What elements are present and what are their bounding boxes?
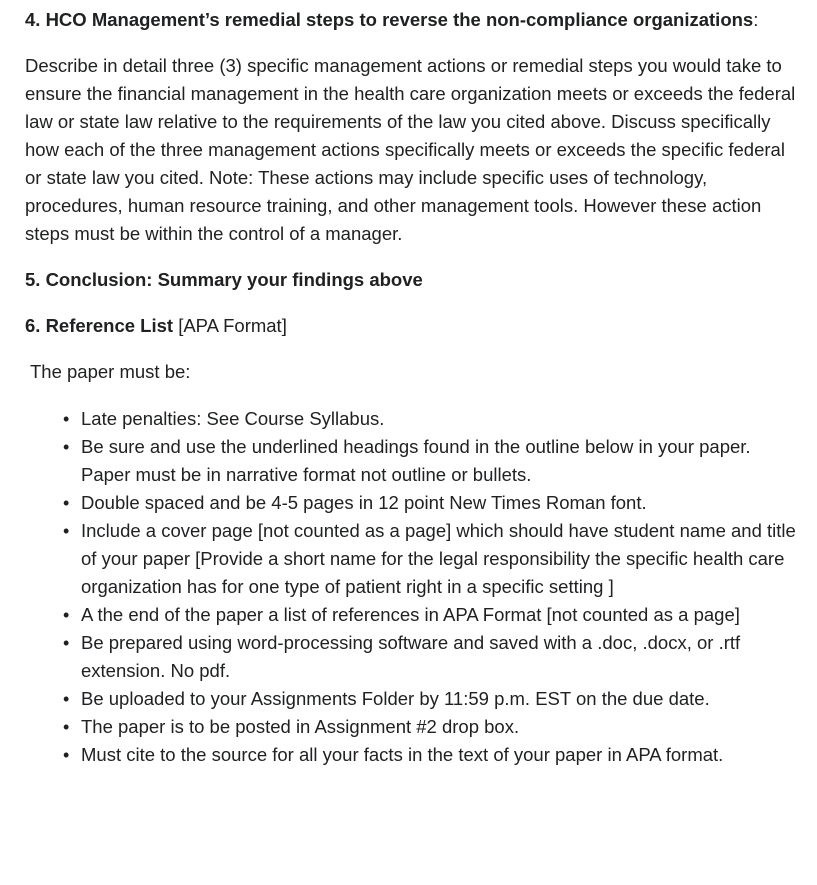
list-item (63, 685, 797, 713)
list-item (63, 405, 797, 433)
bullet-icon: • (63, 409, 70, 429)
list-item-text: A the end of the paper a list of references in APA Format [not counted as a page] (81, 604, 740, 625)
bullet-icon: • (63, 493, 70, 513)
section-5-heading: 5. Conclusion: Summary your findings above (25, 269, 423, 290)
list-item (63, 517, 797, 601)
list-item (63, 433, 797, 489)
section-6-heading-text: 6. Reference List (25, 315, 179, 336)
list-item-text: Include a cover page [not counted as a page] which should have student name and title of your paper [Provide a short name for the legal responsibility the specific health care organization has for one type of patient right in a specific setting ] (81, 520, 796, 597)
section-4-heading (25, 6, 797, 34)
section-4-body: Describe in detail three (3) specific management actions or remedial steps you would take to ensure the financial management in the health care organization meets or exceeds the federal law or state law relative to the requirements of the law you cited above. Discuss specifically how each of the three management actions specifically meets or exceeds the specific federal or state law you cited. Note: These actions may include specific uses of technology, procedures, human resource training, and other management tools. However these action steps must be within the control of a manager. (25, 55, 796, 244)
list-item (63, 741, 797, 769)
list-item-text: Must cite to the source for all your facts in the text of your paper in APA format. (81, 744, 724, 765)
bullet-icon: • (63, 437, 70, 457)
section-4-heading-text: 4. HCO Management’s remedial steps to reverse the non-compliance organizations (25, 9, 754, 30)
section-4-heading-suffix: : (753, 9, 759, 30)
bullet-icon: • (63, 717, 70, 737)
bullet-icon: • (63, 633, 70, 653)
bullet-icon: • (63, 605, 70, 625)
list-item-text: The paper is to be posted in Assignment #2 drop box. (81, 716, 520, 737)
requirements-list (25, 405, 797, 769)
list-item-text: Late penalties: See Course Syllabus. (81, 408, 385, 429)
list-item (63, 629, 797, 685)
bullet-icon: • (63, 689, 70, 709)
list-item-text: Be prepared using word-processing software and saved with a .doc, .docx, or .rtf extension. No pdf. (81, 632, 741, 681)
list-item (63, 489, 797, 517)
list-item-text: Double spaced and be 4-5 pages in 12 point New Times Roman font. (81, 492, 647, 513)
list-item (63, 601, 797, 629)
section-6-heading (25, 312, 797, 340)
bullet-icon: • (63, 745, 70, 765)
list-item-text: Be uploaded to your Assignments Folder by 11:59 p.m. EST on the due date. (81, 688, 710, 709)
bullet-icon: • (63, 521, 70, 541)
list-item (63, 713, 797, 741)
requirements-intro: The paper must be: (30, 361, 191, 382)
list-item-text: Be sure and use the underlined headings found in the outline below in your paper. Paper must be in narrative format not outline or bullets. (81, 436, 751, 485)
section-6-heading-suffix: [APA Format] (178, 315, 287, 336)
